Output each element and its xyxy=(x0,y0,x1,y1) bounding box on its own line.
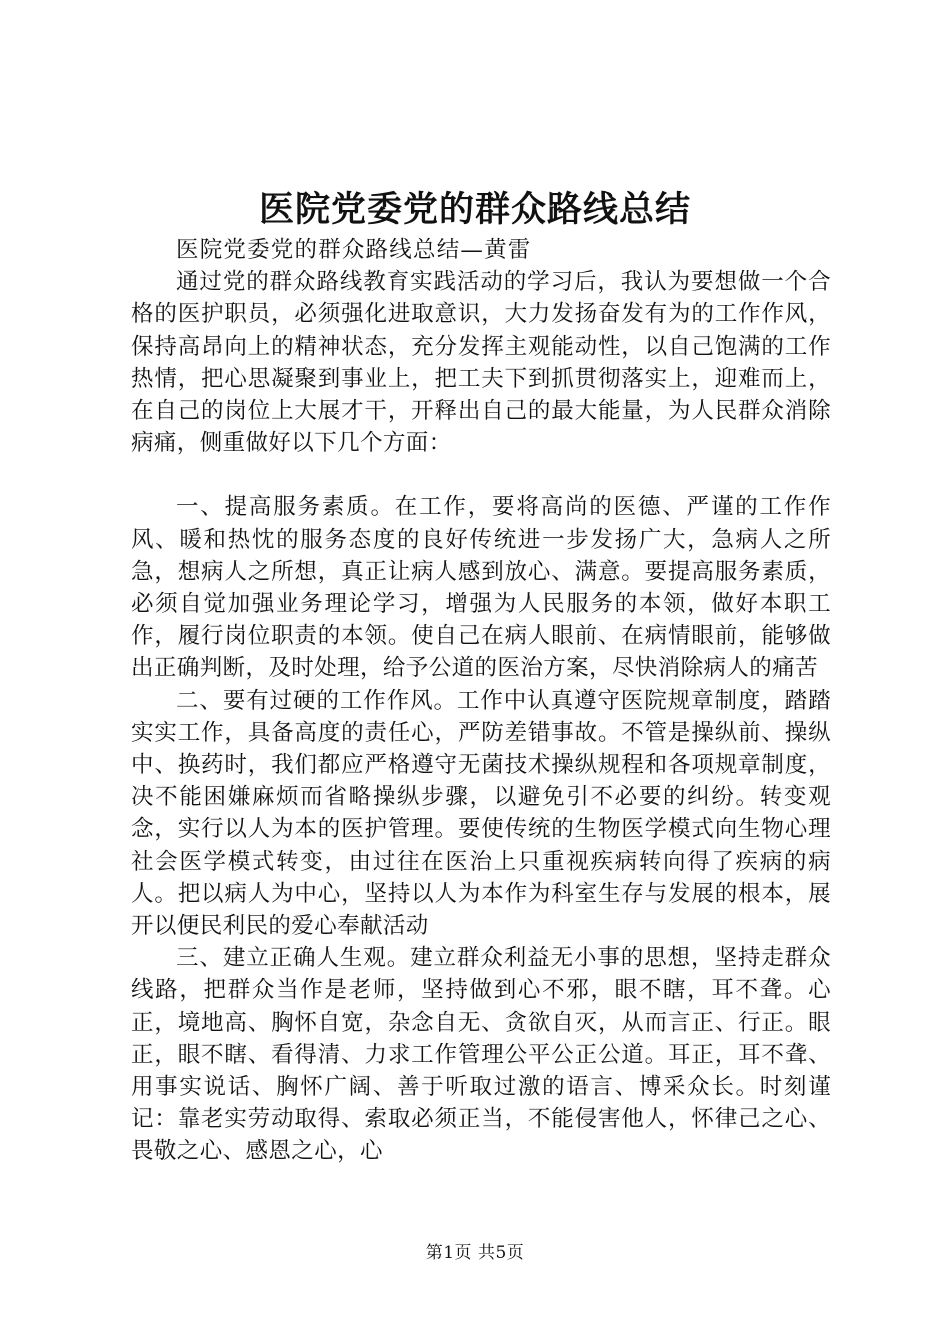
document-subtitle: 医院党委党的群众路线总结—黄雷 xyxy=(176,237,532,263)
page-footer: 第1页 共5页 xyxy=(425,1243,525,1263)
section-one-paragraph: 一、提高服务素质。在工作，要将高尚的医德、严谨的工作作风、暖和热忱的服务态度的良好传统进一步发扬广大，急病人之所急，想病人之所想，真正让病人感到放心、满意。要提高服务素质，必须自觉加强业务理论学习，增强为人民服务的本领，做好本职工作，履行岗位职责的本领。使自己在病人眼前、在病情眼前，能够做出正确判断，及时处理，给予公道的医治方案，尽快消除病人的痛苦 xyxy=(131,494,831,682)
document-body xyxy=(131,234,831,1168)
document-title: 医院党委党的群众路线总结 xyxy=(258,189,691,230)
intro-paragraph: 通过党的群众路线教育实践活动的学习后，我认为要想做一个合格的医护职员，必须强化进取意识，大力发扬奋发有为的工作作风，保持高昂向上的精神状态，充分发挥主观能动性，以自己饱满的工作热情，把心思凝聚到事业上，把工夫下到抓贯彻落实上，迎难而上，在自己的岗位上大展才干，开释出自己的最大能量，为人民群众消除病痛，侧重做好以下几个方面： xyxy=(131,269,831,457)
section-two-paragraph: 二、要有过硬的工作作风。工作中认真遵守医院规章制度，踏踏实实工作，具备高度的责任心，严防差错事故。不管是操纵前、操纵中、换药时，我们都应严格遵守无菌技术操纵规程和各项规章制度，决不能困嫌麻烦而省略操纵步骤，以避免引不必要的纠纷。转变观念，实行以人为本的医护管理。要使传统的生物医学模式向生物心理社会医学模式转变，由过往在医治上只重视疾病转向得了疾病的病人。把以病人为中心，坚持以人为本作为科室生存与发展的根本，展开以便民利民的爱心奉献活动 xyxy=(131,687,831,940)
section-three-paragraph: 三、建立正确人生观。建立群众利益无小事的思想，坚持走群众线路，把群众当作是老师，坚持做到心不邪，眼不瞎，耳不聋。心正，境地高、胸怀自宽，杂念自无、贪欲自灭，从而言正、行正。眼正，眼不瞎、看得清、力求工作管理公平公正公道。耳正，耳不聋、用事实说话、胸怀广阔、善于听取过激的语言、博采众长。时刻谨记：靠老实劳动取得、索取必须正当，不能侵害他人，怀律己之心、畏敬之心、感恩之心，心 xyxy=(131,945,831,1165)
